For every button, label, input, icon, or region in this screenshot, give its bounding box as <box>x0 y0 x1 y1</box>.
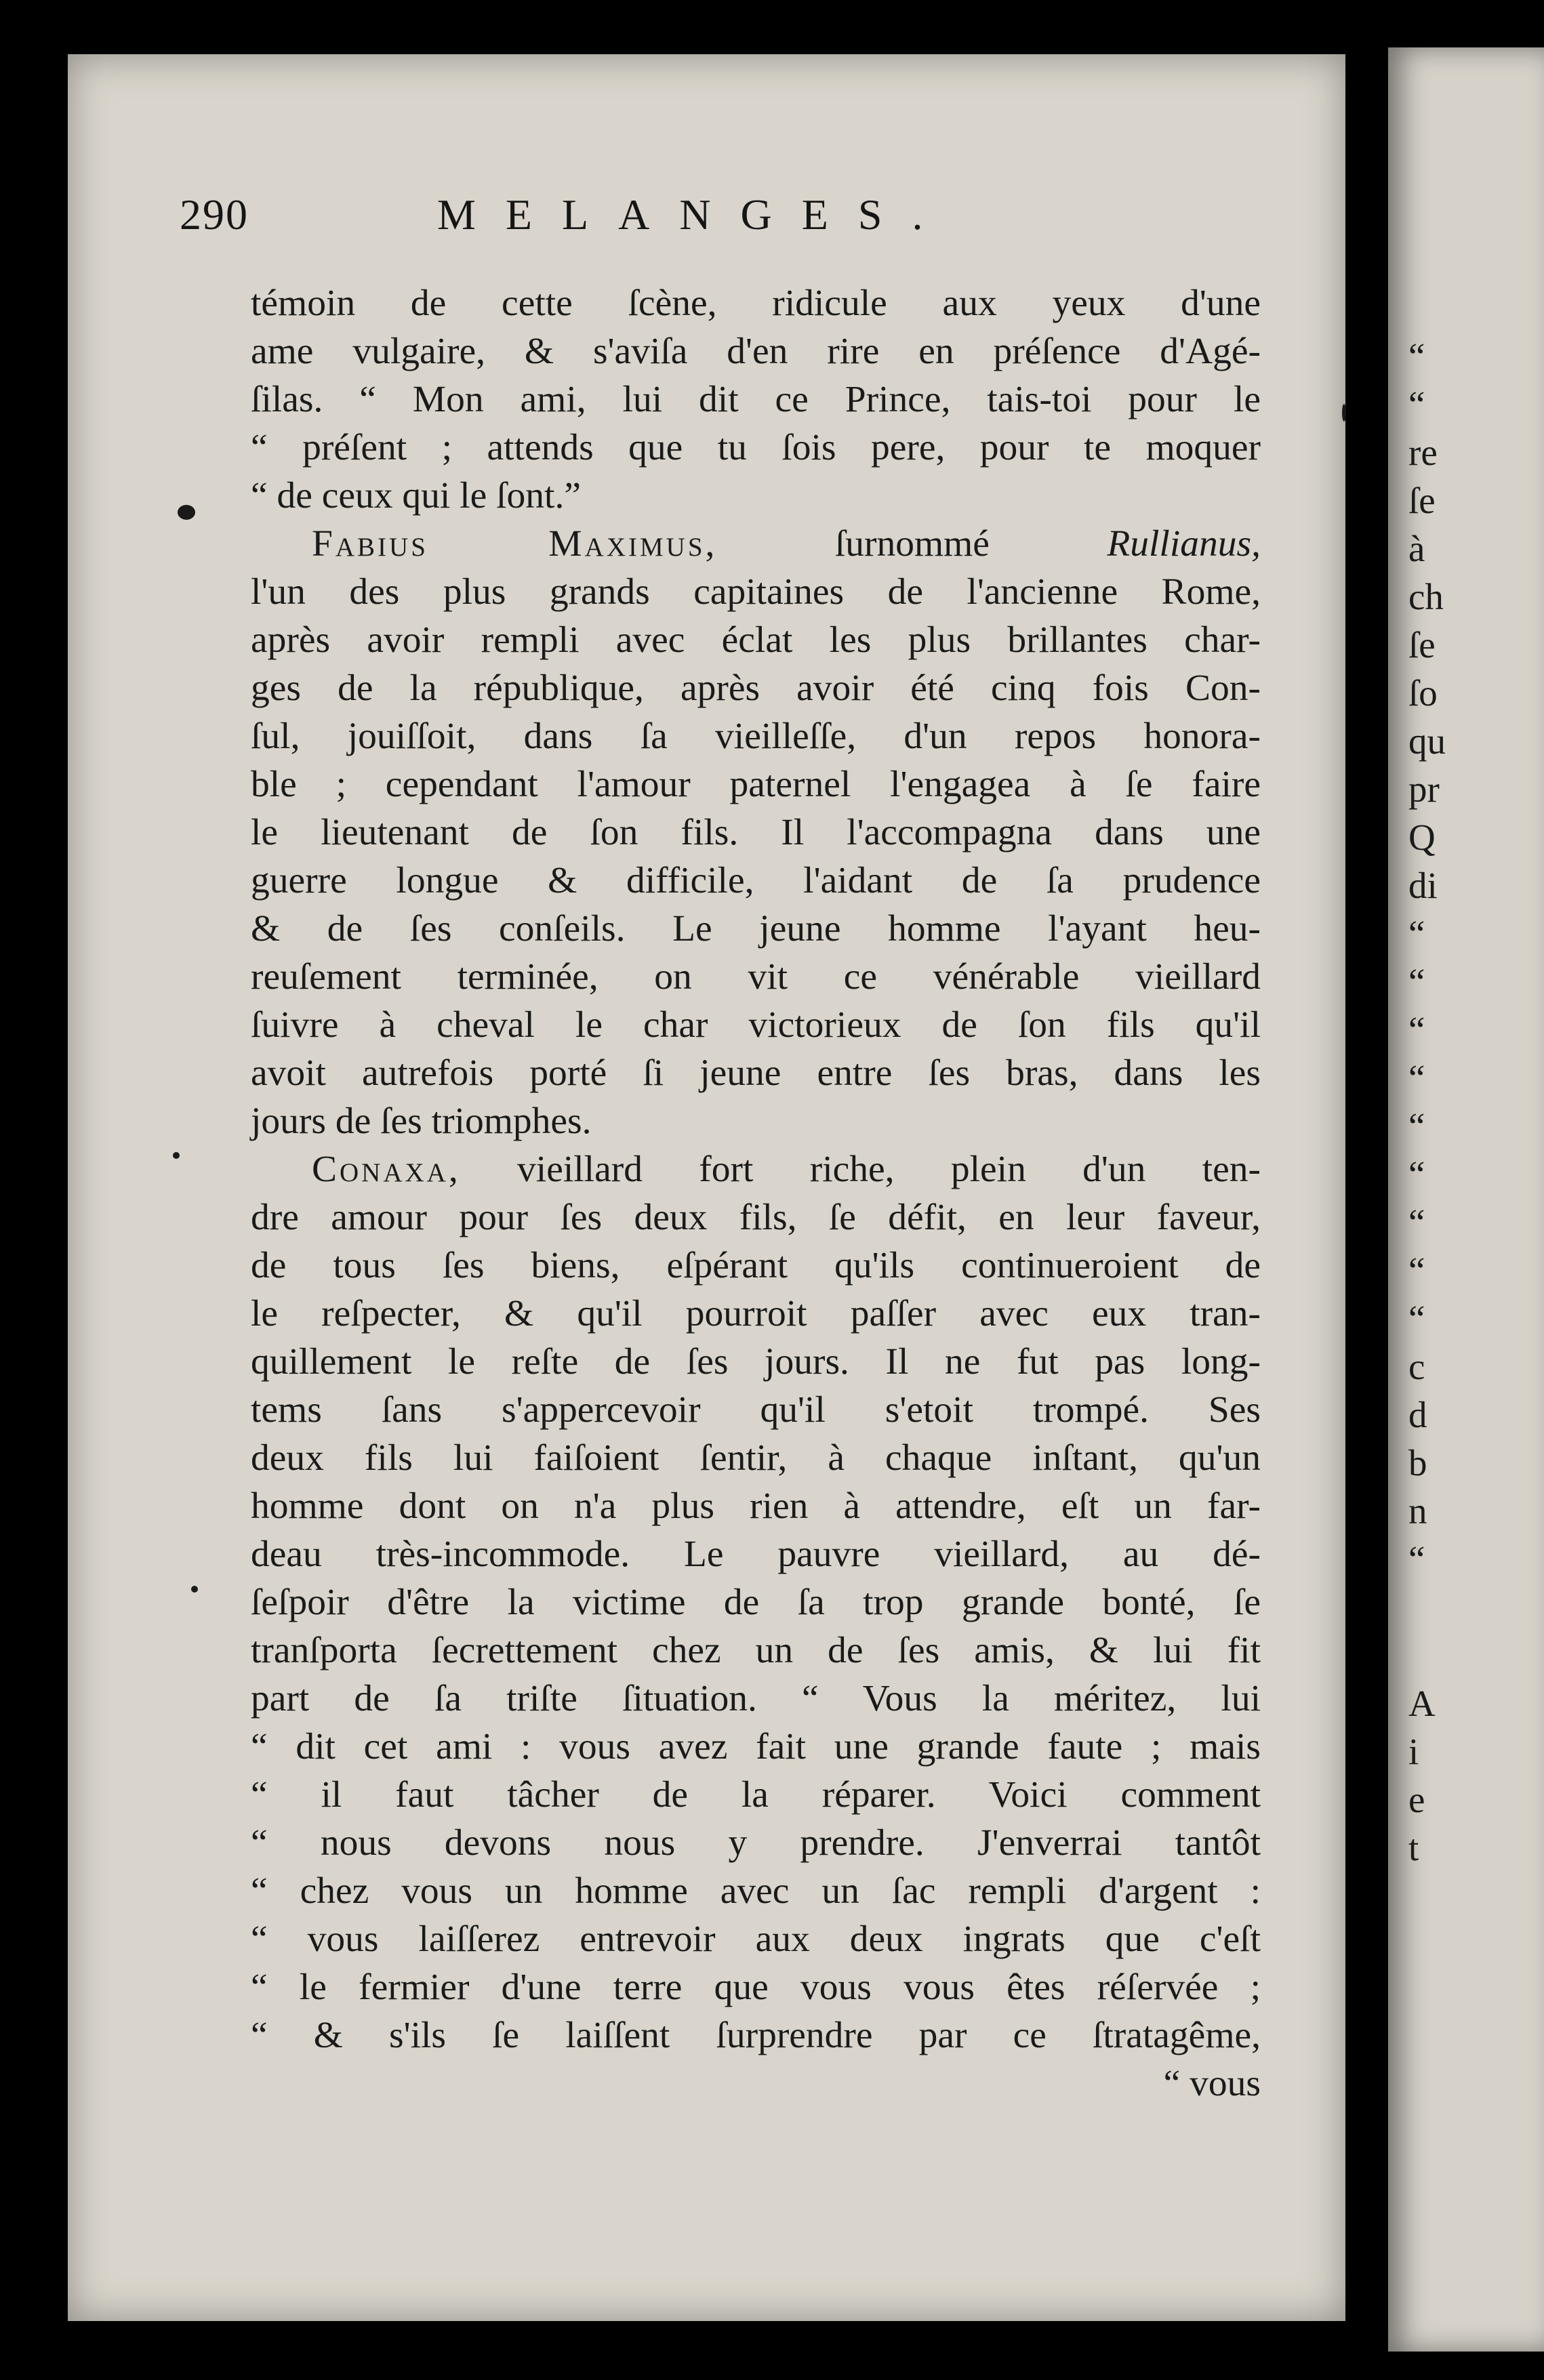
page-number: 290 <box>180 190 249 239</box>
text-line: ſuivre à cheval le char victorieux de ſon fils qu'il <box>251 1004 1261 1046</box>
text-line: “ préſent ; attends que tu ſois pere, pour te moquer <box>251 427 1261 468</box>
adjacent-text-fragment: re <box>1408 432 1438 473</box>
adjacent-text-fragment: “ <box>1408 1202 1425 1243</box>
text-line: “ il faut tâcher de la réparer. Voici comment <box>251 1774 1261 1815</box>
running-head <box>180 190 1305 251</box>
adjacent-text-fragment <box>1408 1920 1446 1968</box>
adjacent-text-fragment: ſe <box>1408 480 1436 521</box>
adjacent-page-edge <box>1388 47 1544 2352</box>
adjacent-text-fragment <box>1408 1583 1446 1631</box>
text-line: “ vous <box>1163 2063 1261 2104</box>
adjacent-text-fragment: n <box>1408 1490 1427 1532</box>
text-line: après avoir rempli avec éclat les plus brillantes char- <box>251 619 1261 661</box>
text-line: “ le fermier d'une terre que vous vous êtes réſervée ; <box>251 1967 1261 2008</box>
adjacent-text-fragment: t <box>1408 1827 1419 1868</box>
text-line: part de ſa triſte ſituation. “ Vous la méritez, lui <box>251 1678 1261 1719</box>
adjacent-text-fragment: “ <box>1408 1538 1425 1580</box>
ink-mark <box>1342 404 1346 422</box>
text-line: “ de ceux qui le ſont.” <box>251 475 581 516</box>
adjacent-text-fragment: à <box>1408 528 1425 569</box>
text-line: ſul, jouiſſoit, dans ſa vieilleſſe, d'un repos honora- <box>251 716 1261 757</box>
adjacent-text-fragment: “ <box>1408 384 1425 425</box>
adjacent-text-fragment: “ <box>1408 1250 1425 1291</box>
text-line: tems ſans s'appercevoir qu'il s'etoit trompé. Ses <box>251 1389 1261 1431</box>
adjacent-text-fragment: pr <box>1408 768 1440 810</box>
text-line: “ dit cet ami : vous avez fait une grande faute ; mais <box>251 1726 1261 1767</box>
adjacent-text-fragment: “ <box>1408 1105 1425 1147</box>
ink-mark <box>173 1152 180 1159</box>
text-line: tranſporta ſecrettement chez un de ſes amis, & lui fit <box>251 1630 1261 1671</box>
adjacent-text-fragment: e <box>1408 1779 1425 1820</box>
text-line: ſeſpoir d'être la victime de ſa trop grande bonté, ſe <box>251 1582 1261 1623</box>
text-line: deux fils lui faiſoient ſentir, à chaque inſtant, qu'un <box>251 1437 1261 1479</box>
adjacent-text-fragment: ch <box>1408 576 1444 617</box>
running-head-title: MELANGES. <box>437 190 953 239</box>
adjacent-text-fragment: di <box>1408 865 1438 906</box>
text-line: ble ; cependant l'amour paternel l'engagea à ſe faire <box>251 764 1261 805</box>
text-line: Conaxa, vieillard fort riche, plein d'un ten- <box>312 1149 1261 1190</box>
adjacent-text-fragment: “ <box>1408 1057 1425 1099</box>
adjacent-text-fragment: A <box>1408 1683 1436 1724</box>
adjacent-text-fragment: ſo <box>1408 672 1438 714</box>
text-line: avoit autrefois porté ſi jeune entre ſes bras, dans les <box>251 1052 1261 1094</box>
text-line: “ chez vous un homme avec un ſac rempli d'argent : <box>251 1870 1261 1912</box>
adjacent-text-fragment: b <box>1408 1442 1427 1483</box>
adjacent-text-fragment: qu <box>1408 720 1446 762</box>
adjacent-text-fragment <box>1408 2016 1446 2064</box>
text-line: deau très-incommode. Le pauvre vieillard, au dé- <box>251 1534 1261 1575</box>
adjacent-text-fragment: i <box>1408 1731 1419 1772</box>
text-line: “ vous laiſſerez entrevoir aux deux ingrats que c'eſt <box>251 1919 1261 1960</box>
adjacent-text-fragment <box>1408 1631 1446 1679</box>
adjacent-text-fragment: “ <box>1408 1153 1425 1195</box>
text-line: “ & s'ils ſe laiſſent ſurprendre par ce ſtratagême, <box>251 2015 1261 2056</box>
text-line: dre amour pour ſes deux fils, ſe défit, en leur faveur, <box>251 1197 1261 1238</box>
adjacent-text-fragment <box>1408 1968 1446 2016</box>
text-line: jours de ſes triomphes. <box>251 1101 592 1142</box>
body-text <box>251 279 1261 2108</box>
text-line: l'un des plus grands capitaines de l'ancienne Rome, <box>251 571 1261 613</box>
adjacent-text-fragment: ſe <box>1408 624 1436 665</box>
adjacent-text-fragment <box>1408 1872 1446 1920</box>
adjacent-text-fragment: “ <box>1408 913 1425 954</box>
adjacent-text-fragment: “ <box>1408 335 1425 377</box>
ink-mark <box>191 1586 198 1593</box>
adjacent-text-fragment: Q <box>1408 817 1436 858</box>
text-line: homme dont on n'a plus rien à attendre, eſt un far- <box>251 1485 1261 1527</box>
text-line: quillement le reſte de ſes jours. Il ne fut pas long- <box>251 1341 1261 1382</box>
text-line: ſilas. “ Mon ami, lui dit ce Prince, tais-toi pour le <box>251 379 1261 420</box>
adjacent-text-fragment: “ <box>1408 1009 1425 1050</box>
text-line: Fabius Maximus, ſurnommé Rullianus, <box>312 523 1261 565</box>
text-line: de tous ſes biens, eſpérant qu'ils continueroient de <box>251 1245 1261 1286</box>
text-line: le reſpecter, & qu'il pourroit paſſer avec eux tran- <box>251 1293 1261 1334</box>
text-line: “ nous devons nous y prendre. J'enverrai tantôt <box>251 1822 1261 1864</box>
text-line: & de ſes conſeils. Le jeune homme l'ayant heu- <box>251 908 1261 949</box>
adjacent-text-fragment: “ <box>1408 1298 1425 1339</box>
adjacent-page-text <box>1408 332 1446 2064</box>
adjacent-text-fragment: d <box>1408 1394 1427 1435</box>
text-line: ame vulgaire, & s'aviſa d'en rire en préſence d'Agé- <box>251 331 1261 372</box>
text-line: reuſement terminée, on vit ce vénérable vieillard <box>251 956 1261 998</box>
text-line: guerre longue & difficile, l'aidant de ſa prudence <box>251 860 1261 901</box>
text-line: témoin de cette ſcène, ridicule aux yeux d'une <box>251 283 1261 324</box>
ink-mark <box>178 505 195 520</box>
adjacent-text-fragment: c <box>1408 1346 1425 1387</box>
adjacent-text-fragment: “ <box>1408 961 1425 1002</box>
text-line: le lieutenant de ſon fils. Il l'accompagna dans une <box>251 812 1261 853</box>
text-line: ges de la république, après avoir été cinq fois Con- <box>251 668 1261 709</box>
